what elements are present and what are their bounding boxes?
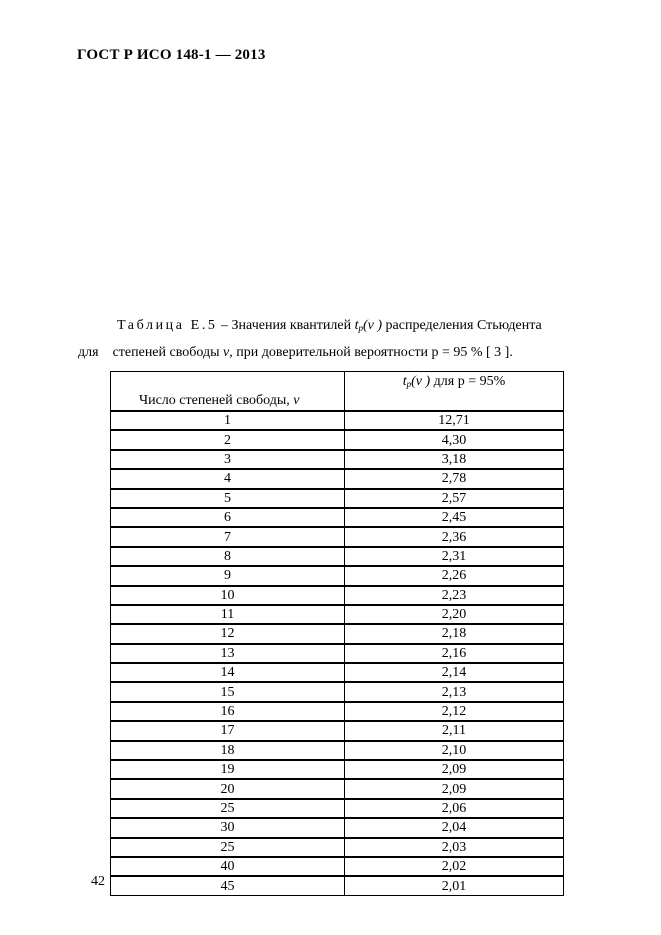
table-row	[111, 644, 564, 663]
document-header: ГОСТ Р ИСО 148-1 — 2013	[77, 47, 266, 63]
cell-degrees: 10	[111, 586, 345, 605]
cell-quantile: 2,45	[345, 508, 564, 527]
table-row	[111, 469, 564, 488]
page-number: 42	[91, 874, 105, 889]
student-quantile-table	[110, 371, 564, 896]
header-col1-v: v	[293, 393, 300, 408]
table-row	[111, 605, 564, 624]
table-caption-text: – Значения квантилей	[217, 318, 355, 333]
cell-degrees: 11	[111, 605, 345, 624]
table-caption-label: Таблица Е.5	[117, 318, 218, 333]
table-row	[111, 721, 564, 740]
table-row	[111, 489, 564, 508]
cell-degrees: 20	[111, 779, 345, 798]
cell-degrees: 40	[111, 857, 345, 876]
cell-degrees: 25	[111, 799, 345, 818]
cell-degrees: 14	[111, 663, 345, 682]
cell-degrees: 1	[111, 411, 345, 430]
cell-quantile: 2,26	[345, 566, 564, 585]
table-row	[111, 624, 564, 643]
cell-quantile: 2,36	[345, 527, 564, 546]
table-body	[111, 411, 564, 895]
cell-degrees: 3	[111, 450, 345, 469]
cell-quantile: 2,13	[345, 682, 564, 701]
caption-line2-end: , при доверительной вероятности p = 95 % [ 3 ].	[229, 345, 513, 360]
table-row	[111, 876, 564, 895]
cell-degrees: 13	[111, 644, 345, 663]
caption-symbol-arg: (v )	[363, 318, 383, 333]
cell-quantile: 2,01	[345, 876, 564, 895]
table-row	[111, 411, 564, 430]
table-row	[111, 527, 564, 546]
table-row	[111, 838, 564, 857]
caption-symbol-sub: p	[358, 323, 363, 333]
header-col2-arg: (v )	[411, 374, 431, 389]
caption-line2-start: для	[78, 345, 99, 360]
cell-quantile: 3,18	[345, 450, 564, 469]
table-row	[111, 682, 564, 701]
table-row	[111, 566, 564, 585]
cell-degrees: 8	[111, 547, 345, 566]
cell-degrees: 2	[111, 430, 345, 449]
cell-quantile: 2,10	[345, 741, 564, 760]
table-row	[111, 450, 564, 469]
caption-symbol-t: t	[354, 318, 359, 333]
cell-degrees: 6	[111, 508, 345, 527]
cell-degrees: 9	[111, 566, 345, 585]
cell-quantile: 2,57	[345, 489, 564, 508]
cell-degrees: 45	[111, 876, 345, 895]
cell-degrees: 15	[111, 682, 345, 701]
header-quantile	[345, 372, 564, 412]
cell-quantile: 2,06	[345, 799, 564, 818]
cell-degrees: 16	[111, 702, 345, 721]
cell-degrees: 25	[111, 838, 345, 857]
table-row	[111, 508, 564, 527]
table-row	[111, 741, 564, 760]
cell-degrees: 18	[111, 741, 345, 760]
table-caption-line1	[117, 318, 542, 334]
caption-line2-v: v	[223, 345, 230, 360]
cell-degrees: 30	[111, 818, 345, 837]
cell-quantile: 2,16	[345, 644, 564, 663]
table-header-row	[111, 372, 564, 412]
table-row	[111, 586, 564, 605]
cell-quantile: 2,18	[345, 624, 564, 643]
cell-quantile: 2,04	[345, 818, 564, 837]
cell-quantile: 2,23	[345, 586, 564, 605]
cell-degrees: 4	[111, 469, 345, 488]
cell-quantile: 2,02	[345, 857, 564, 876]
cell-quantile: 2,03	[345, 838, 564, 857]
caption-line2-mid: степеней свободы	[112, 345, 223, 360]
cell-quantile: 2,78	[345, 469, 564, 488]
header-col1-text: Число степеней свободы,	[139, 393, 294, 408]
cell-degrees: 19	[111, 760, 345, 779]
cell-quantile: 12,71	[345, 411, 564, 430]
cell-quantile: 2,09	[345, 779, 564, 798]
cell-quantile: 4,30	[345, 430, 564, 449]
header-col2-sub: p	[406, 379, 412, 389]
table-caption-line2	[78, 345, 513, 361]
cell-quantile: 2,20	[345, 605, 564, 624]
table-row	[111, 663, 564, 682]
table-row	[111, 799, 564, 818]
header-col2-rest: для p = 95%	[430, 374, 506, 389]
table-row	[111, 818, 564, 837]
cell-quantile: 2,11	[345, 721, 564, 740]
table-row	[111, 430, 564, 449]
table-row	[111, 760, 564, 779]
header-col2-t: t	[402, 374, 407, 389]
cell-degrees: 17	[111, 721, 345, 740]
cell-degrees: 12	[111, 624, 345, 643]
table-row	[111, 547, 564, 566]
cell-quantile: 2,12	[345, 702, 564, 721]
table-row	[111, 857, 564, 876]
table-row	[111, 779, 564, 798]
header-degrees-of-freedom	[111, 372, 345, 412]
cell-degrees: 5	[111, 489, 345, 508]
cell-quantile: 2,14	[345, 663, 564, 682]
cell-quantile: 2,09	[345, 760, 564, 779]
cell-degrees: 7	[111, 527, 345, 546]
table-caption-end: распределения Стьюдента	[382, 318, 542, 333]
cell-quantile: 2,31	[345, 547, 564, 566]
table-row	[111, 702, 564, 721]
